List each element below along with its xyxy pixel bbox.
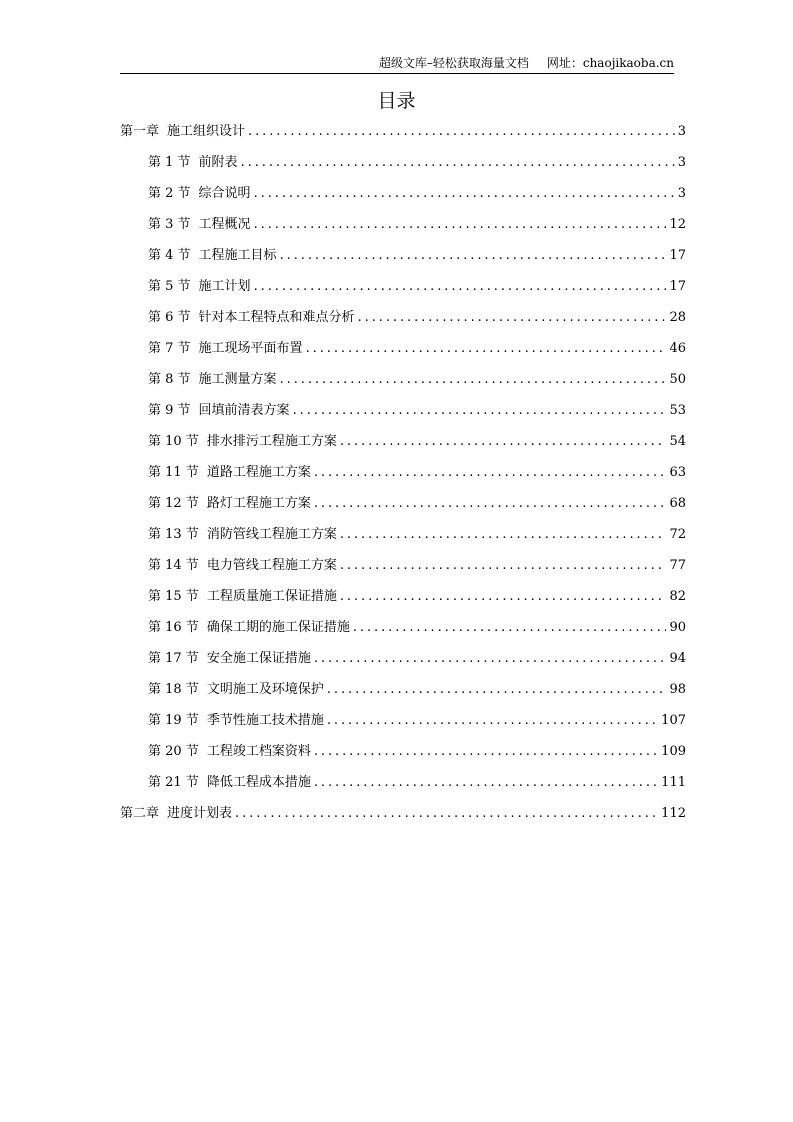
toc-entry-number: 第 8 节: [148, 372, 191, 387]
toc-leader-dots: [353, 619, 667, 637]
toc-entry-section[interactable]: [120, 619, 686, 650]
toc-page-number: 54: [669, 434, 686, 449]
toc-entry-label: 施工现场平面布置: [198, 341, 303, 356]
toc-entry-number: 第 20 节: [148, 744, 199, 759]
toc-entry-label: 安全施工保证措施: [206, 651, 311, 666]
toc-leader-dots: [314, 774, 658, 792]
toc-page-number: 68: [669, 496, 686, 511]
toc-entry-label: 季节性施工技术措施: [206, 713, 324, 728]
toc-entry-section[interactable]: [120, 774, 686, 805]
toc-entry-section[interactable]: [120, 495, 686, 526]
toc-entry-number: 第 11 节: [148, 465, 199, 480]
toc-page-number: 109: [661, 744, 686, 759]
toc-leader-dots: [280, 371, 667, 389]
table-of-contents: [120, 123, 686, 836]
toc-page-number: 3: [677, 186, 686, 201]
toc-entry-label: 进度计划表: [167, 806, 233, 821]
toc-page-number: 50: [669, 372, 686, 387]
toc-entry-label: 工程概况: [198, 217, 251, 232]
toc-entry-section[interactable]: [120, 340, 686, 371]
toc-leader-dots: [340, 557, 667, 575]
toc-leader-dots: [254, 185, 675, 203]
toc-entry-number: 第 1 节: [148, 155, 191, 170]
toc-entry-section[interactable]: [120, 588, 686, 619]
toc-leader-dots: [327, 681, 667, 699]
toc-leader-dots: [340, 526, 667, 544]
header-slogan: 超级文库–轻松获取海量文档: [378, 56, 529, 70]
toc-entry-label: 文明施工及环境保护: [206, 682, 324, 697]
toc-entry-label: 工程施工目标: [198, 248, 277, 263]
toc-entry-number: 第 13 节: [148, 527, 199, 542]
toc-page-number: 53: [669, 403, 686, 418]
toc-entry-section[interactable]: [120, 278, 686, 309]
toc-entry-number: 第 16 节: [148, 620, 199, 635]
page-title: 目录: [377, 90, 416, 112]
toc-page-number: 98: [669, 682, 686, 697]
toc-entry-section[interactable]: [120, 743, 686, 774]
toc-page-number: 72: [669, 527, 686, 542]
toc-leader-dots: [293, 402, 667, 420]
toc-leader-dots: [280, 247, 667, 265]
toc-entry-section[interactable]: [120, 185, 686, 216]
toc-leader-dots: [254, 216, 667, 234]
toc-entry-number: 第 21 节: [148, 775, 199, 790]
toc-entry-label: 道路工程施工方案: [206, 465, 311, 480]
toc-entry-chapter[interactable]: [120, 805, 686, 836]
toc-page-number: 94: [669, 651, 686, 666]
toc-entry-chapter[interactable]: [120, 123, 686, 154]
toc-entry-section[interactable]: [120, 402, 686, 433]
toc-leader-dots: [306, 340, 667, 358]
toc-page-number: 111: [661, 775, 686, 790]
toc-entry-number: 第 17 节: [148, 651, 199, 666]
toc-page-number: 90: [669, 620, 686, 635]
toc-entry-section[interactable]: [120, 464, 686, 495]
toc-entry-label: 消防管线工程施工方案: [206, 527, 337, 542]
toc-page-number: 12: [669, 217, 686, 232]
toc-entry-section[interactable]: [120, 681, 686, 712]
toc-entry-section[interactable]: [120, 154, 686, 185]
toc-leader-dots: [248, 123, 675, 141]
toc-entry-label: 确保工期的施工保证措施: [206, 620, 350, 635]
toc-entry-section[interactable]: [120, 371, 686, 402]
toc-leader-dots: [314, 495, 667, 513]
toc-entry-number: 第 3 节: [148, 217, 191, 232]
toc-entry-number: 第一章: [120, 124, 160, 139]
toc-entry-label: 施工计划: [198, 279, 251, 294]
toc-page-number: 107: [661, 713, 686, 728]
toc-entry-section[interactable]: [120, 216, 686, 247]
toc-entry-label: 路灯工程施工方案: [206, 496, 311, 511]
toc-entry-label: 综合说明: [198, 186, 251, 201]
toc-entry-number: 第 12 节: [148, 496, 199, 511]
toc-leader-dots: [254, 278, 667, 296]
toc-entry-number: 第二章: [120, 806, 160, 821]
toc-entry-number: 第 4 节: [148, 248, 191, 263]
toc-leader-dots: [314, 650, 667, 668]
toc-entry-number: 第 15 节: [148, 589, 199, 604]
toc-entry-label: 前附表: [198, 155, 238, 170]
toc-entry-number: 第 14 节: [148, 558, 199, 573]
toc-entry-label: 施工测量方案: [198, 372, 277, 387]
toc-page-number: 17: [669, 248, 686, 263]
toc-entry-label: 工程质量施工保证措施: [206, 589, 337, 604]
page-header: [120, 56, 674, 74]
toc-entry-label: 回填前清表方案: [198, 403, 290, 418]
toc-leader-dots: [327, 712, 658, 730]
toc-entry-section[interactable]: [120, 433, 686, 464]
toc-entry-section[interactable]: [120, 309, 686, 340]
toc-leader-dots: [235, 805, 658, 823]
toc-entry-section[interactable]: [120, 247, 686, 278]
toc-page-number: 112: [661, 806, 686, 821]
toc-entry-number: 第 9 节: [148, 403, 191, 418]
toc-leader-dots: [241, 154, 675, 172]
toc-entry-label: 电力管线工程施工方案: [206, 558, 337, 573]
toc-entry-number: 第 18 节: [148, 682, 199, 697]
toc-entry-number: 第 10 节: [148, 434, 199, 449]
toc-leader-dots: [358, 309, 667, 327]
toc-page-number: 3: [677, 155, 686, 170]
toc-page-number: 82: [669, 589, 686, 604]
toc-leader-dots: [340, 588, 667, 606]
toc-page-number: 46: [669, 341, 686, 356]
toc-leader-dots: [314, 743, 658, 761]
toc-entry-number: 第 7 节: [148, 341, 191, 356]
toc-leader-dots: [340, 433, 667, 451]
toc-page-number: 28: [669, 310, 686, 325]
toc-entry-label: 降低工程成本措施: [206, 775, 311, 790]
toc-page-number: 3: [677, 124, 686, 139]
toc-leader-dots: [314, 464, 667, 482]
toc-page-number: 77: [669, 558, 686, 573]
toc-entry-section[interactable]: [120, 712, 686, 743]
header-website: 网址：chaojikaoba.cn: [546, 56, 674, 70]
toc-page-number: 63: [669, 465, 686, 480]
toc-entry-label: 排水排污工程施工方案: [206, 434, 337, 449]
toc-entry-number: 第 6 节: [148, 310, 191, 325]
toc-entry-label: 工程竣工档案资料: [206, 744, 311, 759]
toc-page-number: 17: [669, 279, 686, 294]
toc-entry-number: 第 2 节: [148, 186, 191, 201]
toc-entry-section[interactable]: [120, 557, 686, 588]
toc-entry-label: 针对本工程特点和难点分析: [198, 310, 355, 325]
toc-entry-section[interactable]: [120, 526, 686, 557]
toc-entry-section[interactable]: [120, 650, 686, 681]
toc-entry-number: 第 19 节: [148, 713, 199, 728]
toc-entry-number: 第 5 节: [148, 279, 191, 294]
toc-entry-label: 施工组织设计: [167, 124, 246, 139]
